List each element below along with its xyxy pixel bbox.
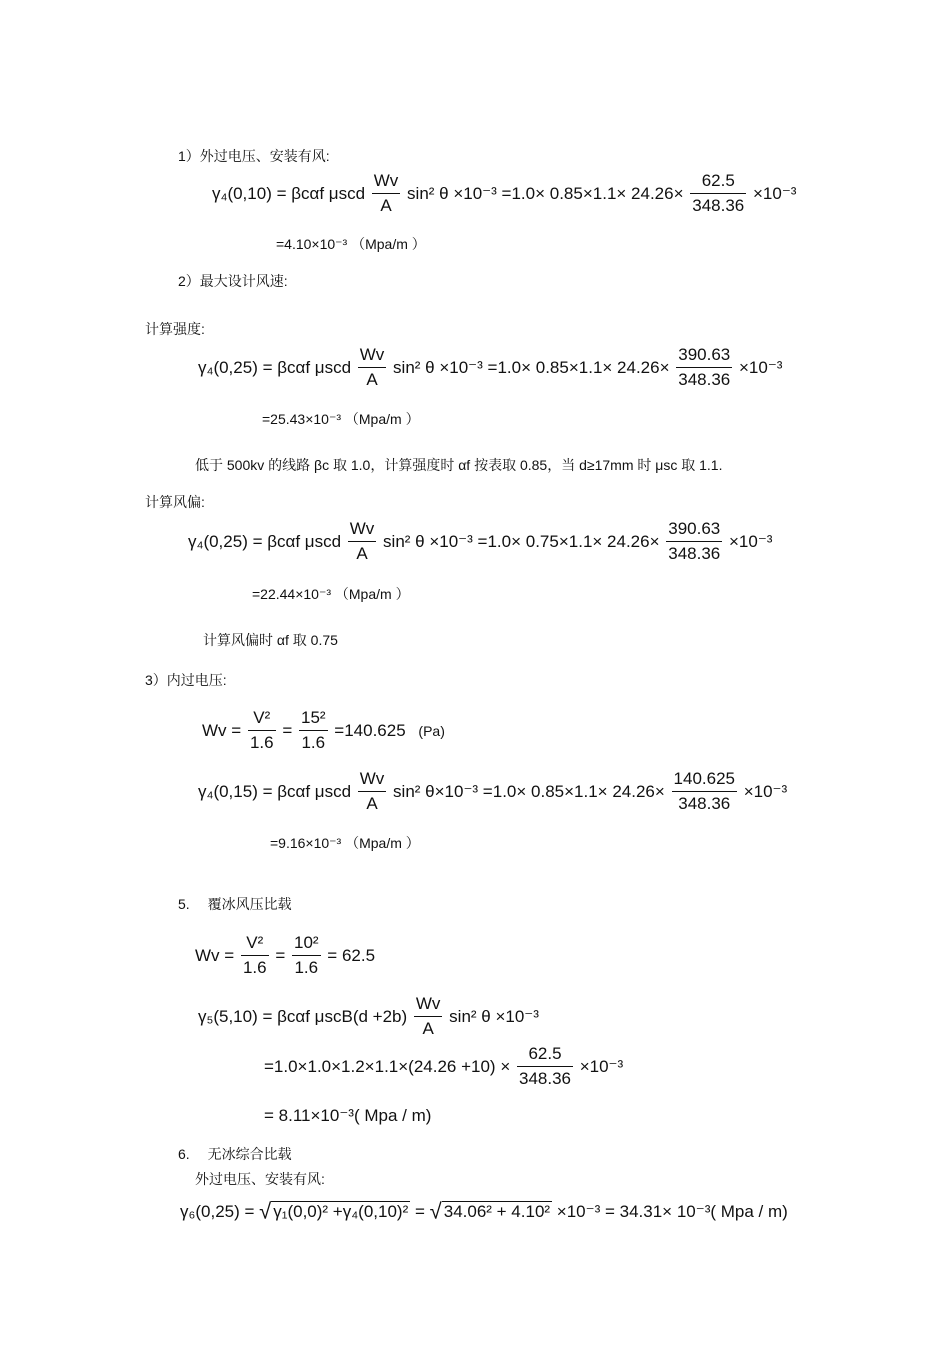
- fraction-numerator: V²: [248, 707, 276, 731]
- fraction-numerator: 15²: [299, 707, 328, 731]
- subsection-title: 计算风偏:: [145, 494, 205, 510]
- note-text: 计算风偏时 αf 取 0.75: [203, 632, 338, 648]
- fraction: [292, 932, 321, 979]
- fraction: [517, 1043, 573, 1090]
- equation: [188, 518, 772, 565]
- equation-lhs: =1.0×1.0×1.2×1.1×(24.26 +10) ×: [264, 1056, 511, 1076]
- equation-lhs: Wv =: [195, 945, 235, 965]
- fraction-denominator: A: [356, 544, 368, 563]
- equation-tail: =140.625: [334, 720, 406, 740]
- section-title: 2）最大设计风速:: [178, 273, 288, 289]
- equation: [212, 170, 796, 217]
- fraction-denominator: A: [422, 1019, 434, 1038]
- fraction: [666, 518, 722, 565]
- equation: [264, 1043, 623, 1090]
- unit-label: (Pa): [418, 722, 445, 739]
- fraction-numerator: 62.5: [690, 170, 746, 194]
- fraction-numerator: Wv: [358, 344, 387, 368]
- equation: [202, 707, 445, 754]
- fraction-denominator: 348.36: [692, 196, 745, 215]
- radical-sign: √: [259, 1198, 272, 1224]
- fraction-numerator: 62.5: [517, 1043, 573, 1067]
- fraction: [241, 932, 269, 979]
- fraction-denominator: 1.6: [249, 733, 274, 752]
- fraction: [372, 170, 401, 217]
- equation-result: =9.16×10⁻³ （Mpa/m ）: [270, 835, 420, 851]
- square-root: [430, 1200, 552, 1223]
- equation-tail: ×10⁻³: [743, 781, 788, 801]
- equation-lhs: γ₄(0,10) = βcαf μscd: [212, 183, 366, 203]
- fraction-numerator: V²: [241, 932, 269, 956]
- equation-tail: ×10⁻³ = 34.31× 10⁻³( Mpa / m): [556, 1201, 788, 1221]
- equation-middle: sin² θ ×10⁻³ =1.0× 0.75×1.1× 24.26×: [383, 531, 660, 551]
- equation: [198, 344, 782, 391]
- fraction-denominator: 348.36: [668, 544, 721, 563]
- equation-result: = 8.11×10⁻³( Mpa / m): [264, 1106, 432, 1125]
- fraction-denominator: 348.36: [518, 1069, 571, 1088]
- fraction-denominator: A: [366, 794, 378, 813]
- equation-lhs: γ₄(0,15) = βcαf μscd: [198, 781, 352, 801]
- fraction: [676, 344, 732, 391]
- equation-lhs: γ₆(0,25) =: [180, 1201, 255, 1221]
- equation-result: =22.44×10⁻³ （Mpa/m ）: [252, 586, 410, 602]
- fraction-denominator: 1.6: [242, 958, 267, 977]
- section-title: 6. 无冰综合比载: [178, 1146, 292, 1162]
- equation-tail: ×10⁻³: [752, 183, 797, 203]
- fraction-numerator: 390.63: [666, 518, 722, 542]
- equation-middle: sin² θ ×10⁻³ =1.0× 0.85×1.1× 24.26×: [393, 357, 670, 377]
- equation-result: =25.43×10⁻³ （Mpa/m ）: [262, 411, 420, 427]
- fraction-numerator: 10²: [292, 932, 321, 956]
- fraction-denominator: A: [366, 370, 378, 389]
- fraction: [672, 768, 737, 815]
- fraction-numerator: 140.625: [672, 768, 737, 792]
- equation-tail: ×10⁻³: [738, 357, 783, 377]
- fraction-denominator: A: [380, 196, 392, 215]
- fraction: [690, 170, 746, 217]
- equation-lhs: γ₄(0,25) = βcαf μscd: [198, 357, 352, 377]
- equals-sign: =: [282, 720, 293, 740]
- radicand: γ₁(0,0)² +γ₄(0,10)²: [273, 1201, 409, 1221]
- equation-tail: ×10⁻³: [579, 1056, 624, 1076]
- equation-tail: sin² θ ×10⁻³: [449, 1006, 539, 1026]
- equation-lhs: Wv =: [202, 720, 242, 740]
- fraction-denominator: 348.36: [678, 794, 731, 813]
- equation-result: =4.10×10⁻³ （Mpa/m ）: [276, 236, 426, 252]
- section-title: 5. 覆冰风压比载: [178, 896, 292, 912]
- equation-lhs: γ₄(0,25) = βcαf μscd: [188, 531, 342, 551]
- fraction-denominator: 1.6: [301, 733, 326, 752]
- equation: [198, 768, 787, 815]
- radicand: 34.06² + 4.10²: [443, 1201, 551, 1221]
- equation-tail: = 62.5: [327, 945, 376, 965]
- equation: [195, 932, 375, 979]
- equation: [180, 1200, 788, 1223]
- fraction-denominator: 348.36: [678, 370, 731, 389]
- fraction: [358, 344, 387, 391]
- fraction-numerator: Wv: [414, 993, 443, 1017]
- fraction: [358, 768, 387, 815]
- equation: [198, 993, 539, 1040]
- square-root: [259, 1200, 410, 1223]
- equals-sign: =: [275, 945, 286, 965]
- section-title: 1）外过电压、安装有风:: [178, 148, 330, 164]
- fraction-numerator: Wv: [348, 518, 377, 542]
- equation-middle: sin² θ×10⁻³ =1.0× 0.85×1.1× 24.26×: [393, 781, 665, 801]
- subsection-title: 计算强度:: [145, 321, 205, 337]
- equation-lhs: γ₅(5,10) = βcαf μscB(d +2b): [198, 1006, 408, 1026]
- fraction-numerator: Wv: [358, 768, 387, 792]
- section-title: 3）内过电压:: [145, 672, 227, 688]
- equation-tail: ×10⁻³: [728, 531, 773, 551]
- fraction: [348, 518, 377, 565]
- fraction-numerator: 390.63: [676, 344, 732, 368]
- fraction: [299, 707, 328, 754]
- equation-middle: sin² θ ×10⁻³ =1.0× 0.85×1.1× 24.26×: [407, 183, 684, 203]
- radical-sign: √: [429, 1198, 442, 1224]
- fraction: [248, 707, 276, 754]
- equals-sign: =: [414, 1201, 425, 1221]
- note-text: 低于 500kv 的线路 βc 取 1.0，计算强度时 αf 按表取 0.85，当 d≥17mm 时 μsc 取 1.1.: [195, 457, 723, 473]
- fraction-denominator: 1.6: [294, 958, 319, 977]
- fraction: [414, 993, 443, 1040]
- subsection-title: 外过电压、安装有风:: [195, 1171, 325, 1187]
- fraction-numerator: Wv: [372, 170, 401, 194]
